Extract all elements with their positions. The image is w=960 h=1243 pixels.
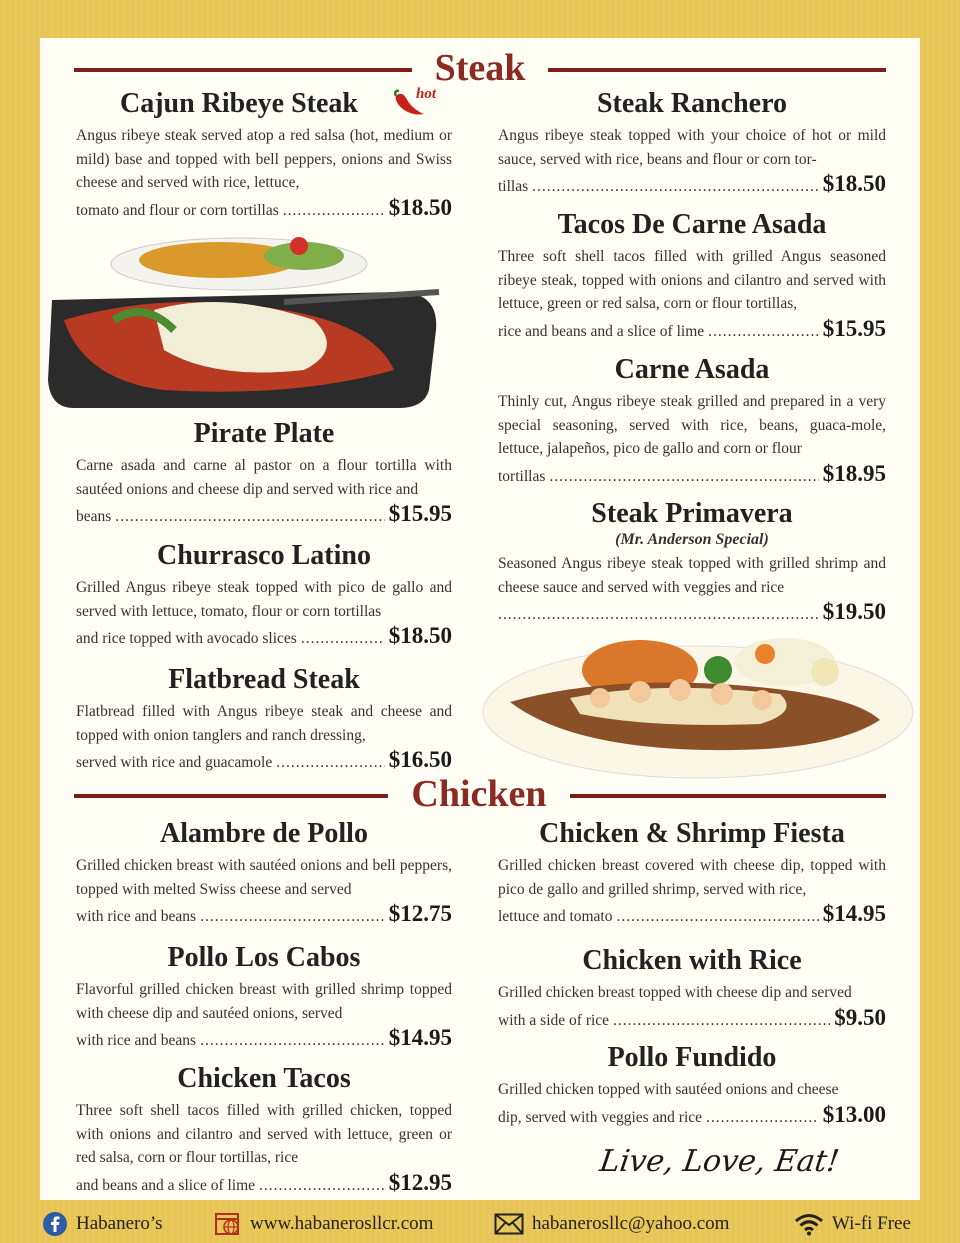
menu-item-pollo-fundido (498, 1042, 886, 1128)
menu-item-tacos-carne-asada (498, 209, 886, 342)
item-name: Tacos De Carne Asada (557, 209, 827, 240)
item-description: Angus ribeye steak topped with your choice of hot or mild sauce, served with rice, beans and flour or corn tor- (498, 127, 886, 168)
price-line (76, 623, 452, 649)
item-name: Steak Ranchero (596, 88, 788, 119)
item-description: Flatbread filled with Angus ribeye steak and cheese and topped with onion tanglers and ranch dressing, (76, 703, 452, 744)
item-name: Cajun Ribeye Steak (119, 88, 358, 119)
item-description: Three soft shell tacos filled with grilled chicken, topped with onions and cilantro and served with lettuce, green or red salsa, corn or flour tortillas, rice (76, 1102, 452, 1166)
item-tail: with rice and beans (76, 1032, 197, 1049)
item-description: Angus ribeye steak served atop a red salsa (hot, medium or mild) base and topped with bell peppers, onions and Swiss cheese and served with rice, lettuce, (76, 127, 452, 191)
item-description: Seasoned Angus ribeye steak topped with grilled shrimp and cheese sauce and served with veggies and rice (498, 555, 886, 596)
footer-wifi (794, 1212, 911, 1236)
item-name: Carne Asada (614, 354, 770, 385)
item-price: $18.50 (388, 623, 452, 648)
price-line (498, 461, 886, 487)
item-tail: and rice topped with avocado slices (76, 630, 297, 647)
item-tail: tillas (498, 178, 529, 195)
menu-item-flatbread-steak (76, 664, 452, 773)
item-price: $18.50 (822, 171, 886, 196)
price-line (498, 901, 886, 927)
email-label: habanerosllc@yahoo.com (532, 1213, 730, 1234)
header-rule-right (570, 794, 886, 798)
menu-item-chicken-tacos (76, 1063, 452, 1196)
item-name: Pollo Fundido (607, 1042, 777, 1073)
item-description: Grilled chicken breast covered with cheese dip, topped with pico de gallo and grilled shrimp, served with rice, (498, 857, 886, 898)
chicken-section-header (74, 774, 886, 814)
item-price: $15.95 (388, 501, 452, 526)
item-price: $9.50 (834, 1004, 886, 1030)
leader-dots (200, 1032, 385, 1050)
leader-dots (498, 606, 819, 624)
steak-section-title: Steak (434, 47, 526, 89)
website-label: www.habanerosllcr.com (250, 1213, 434, 1234)
item-subtitle: (Mr. Anderson Special) (615, 531, 769, 548)
header-rule-left (74, 68, 412, 72)
item-description: Grilled chicken topped with sautéed onions and cheese (498, 1081, 839, 1098)
menu-item-steak-ranchero (498, 88, 886, 197)
leader-dots (613, 1012, 830, 1030)
leader-dots (301, 630, 385, 648)
leader-dots (708, 323, 819, 341)
leader-dots (276, 754, 385, 772)
facebook-label: Habanero’s (76, 1213, 163, 1234)
price-line (498, 171, 886, 197)
item-name: Chicken Tacos (177, 1063, 351, 1094)
item-tail: rice and beans and a slice of lime (498, 322, 705, 340)
item-name: Steak Primavera (591, 498, 793, 529)
item-price: $16.50 (388, 747, 452, 772)
price-line (76, 501, 452, 527)
menu-item-pollo-los-cabos (76, 942, 452, 1051)
item-name: Alambre de Pollo (160, 818, 368, 849)
item-name: Pirate Plate (193, 418, 335, 449)
price-line (498, 1102, 886, 1128)
price-line (498, 1005, 886, 1031)
leader-dots (549, 468, 818, 486)
price-line (76, 1025, 452, 1051)
envelope-icon (494, 1213, 524, 1235)
item-price: $14.95 (822, 901, 886, 926)
item-tail: tomato and flour or corn tortillas (76, 201, 279, 219)
leader-dots (259, 1177, 385, 1195)
footer-facebook[interactable] (42, 1211, 163, 1237)
item-tail: lettuce and tomato (498, 908, 613, 925)
header-rule-right (548, 68, 886, 72)
header-rule-left (74, 794, 388, 798)
menu-item-chicken-shrimp-fiesta (498, 818, 886, 927)
item-name: Chicken with Rice (582, 945, 802, 976)
price-line (76, 901, 452, 927)
item-tail: and beans and a slice of lime (76, 1176, 256, 1194)
wifi-icon (794, 1212, 824, 1236)
item-tail: dip, served with veggies and rice (498, 1108, 703, 1126)
leader-dots (115, 508, 384, 526)
wifi-label: Wi-fi Free (832, 1213, 911, 1234)
item-name: Chicken & Shrimp Fiesta (539, 818, 845, 849)
leader-dots (532, 178, 819, 196)
item-description: Grilled chicken breast with sautéed onions and bell peppers, topped with melted Swiss cheese and served (76, 857, 452, 898)
price-line (498, 316, 886, 342)
footer-website[interactable] (214, 1211, 433, 1237)
item-tail: beans (76, 508, 112, 525)
item-tail: tortillas (498, 467, 546, 485)
item-name: Pollo Los Cabos (167, 942, 361, 973)
menu-item-chicken-with-rice (498, 945, 886, 1031)
leader-dots (200, 908, 385, 926)
item-tail: with rice and beans (76, 908, 197, 925)
cajun-ribeye-photo (44, 230, 444, 412)
item-price: $12.75 (388, 901, 452, 926)
item-price: $15.95 (822, 315, 886, 341)
item-description: Flavorful grilled chicken breast with grilled shrimp topped with cheese dip and sautéed onions, served (76, 981, 452, 1022)
leader-dots (283, 202, 385, 220)
price-line (76, 747, 452, 773)
item-price: $19.50 (822, 599, 886, 624)
leader-dots (617, 908, 819, 926)
tagline: Live, Love, Eat! (597, 1144, 842, 1179)
price-line (76, 195, 452, 221)
item-description: Grilled Angus ribeye steak topped with pico de gallo and served with lettuce, tomato, flour or corn tortillas (76, 579, 452, 620)
item-price: $18.95 (822, 460, 886, 486)
price-line (76, 1170, 452, 1196)
item-name: Flatbread Steak (168, 664, 360, 695)
menu-item-carne-asada (498, 354, 886, 487)
item-tail: served with rice and guacamole (76, 754, 273, 771)
item-tail: with a side of rice (498, 1011, 610, 1029)
item-description: Carne asada and carne al pastor on a flour tortilla with sautéed onions and cheese dip and served with rice and (76, 457, 452, 498)
menu-item-alambre-de-pollo (76, 818, 452, 927)
hot-label: hot (416, 86, 437, 102)
item-description: Thinly cut, Angus ribeye steak grilled and prepared in a very special seasoning, served with rice, beans, guaca-mole, lettuce, jalapeños, pico de gallo and corn or flour (498, 393, 886, 457)
globe-window-icon (214, 1211, 242, 1237)
price-line (498, 599, 886, 625)
item-price: $13.00 (822, 1101, 886, 1127)
chicken-section-title: Chicken (411, 773, 547, 815)
menu-item-steak-primavera (498, 498, 886, 625)
item-description: Grilled chicken breast topped with cheese dip and served (498, 984, 852, 1001)
menu-item-churrasco-latino (76, 540, 452, 649)
item-price: $18.50 (388, 194, 452, 220)
footer (0, 1205, 960, 1243)
item-name: Churrasco Latino (157, 540, 371, 571)
item-description: Three soft shell tacos filled with grilled Angus seasoned ribeye steak, topped with onions and cilantro and served with lettuce, green or red salsa, corn or flour tortillas, (498, 248, 886, 312)
item-price: $14.95 (388, 1025, 452, 1050)
facebook-icon (42, 1211, 68, 1237)
footer-email[interactable] (494, 1213, 729, 1235)
item-price: $12.95 (388, 1169, 452, 1195)
steak-primavera-photo (480, 632, 920, 782)
leader-dots (706, 1109, 819, 1127)
menu-item-pirate-plate (76, 418, 452, 527)
steak-section-header (74, 48, 886, 88)
